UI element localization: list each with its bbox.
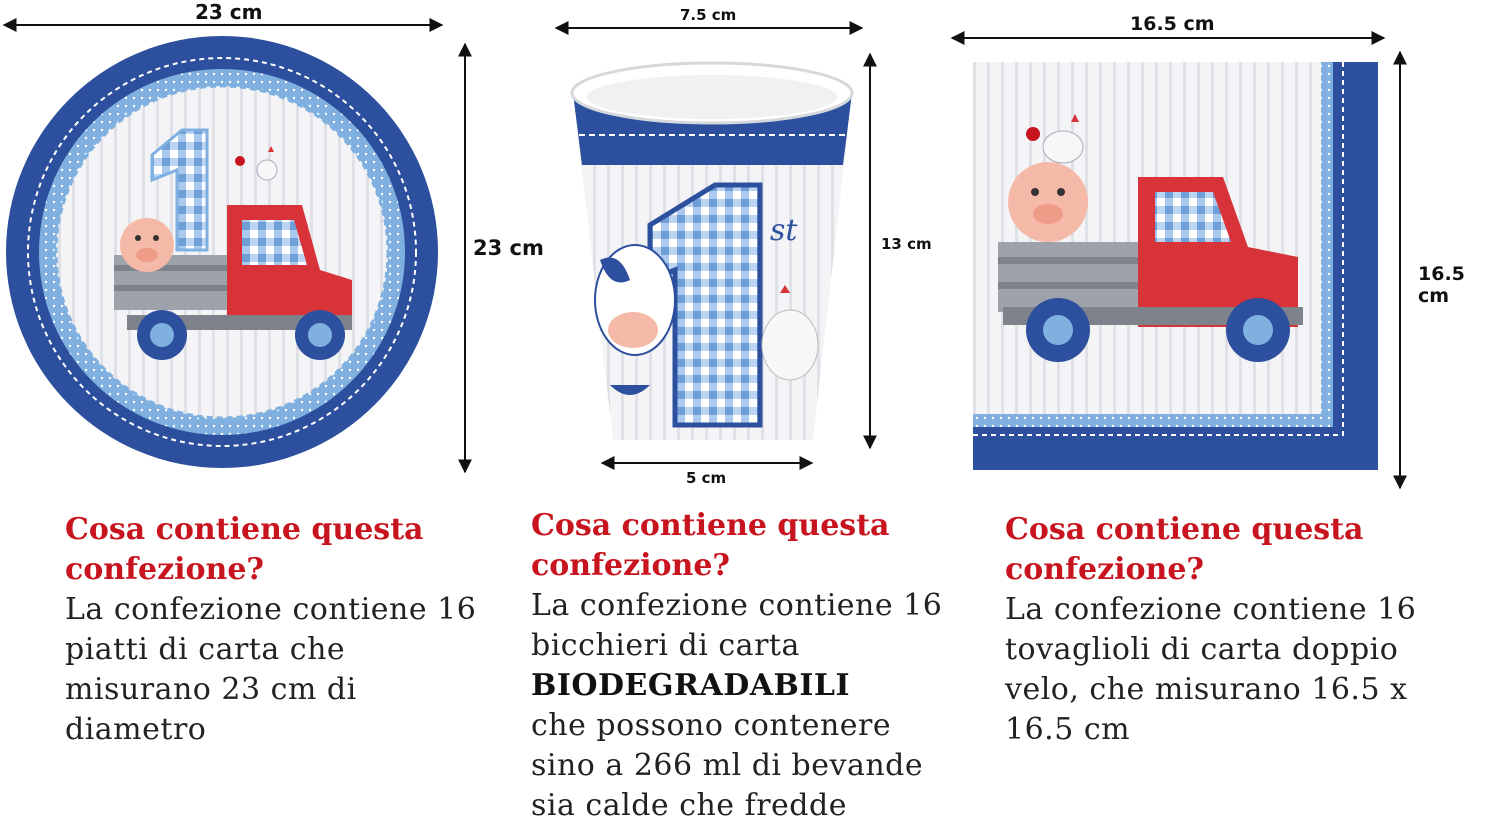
cup-body-intro: La confezione contiene 16 bicchieri di carta [531,588,943,663]
napkin-width-arrow [948,28,1388,48]
plate-height-label: 23 cm [473,236,544,260]
napkin-height-label: 16.5 cm [1418,263,1465,307]
napkin-heading: Cosa contiene questa confezione? [1005,512,1364,587]
plate-heading: Cosa contiene questa confezione? [65,512,424,587]
napkin-width-label: 16.5 cm [1130,13,1215,35]
cup-height-label: 13 cm [881,235,932,253]
plate-width-label: 23 cm [195,0,263,24]
cup-top-arrow [552,18,867,38]
napkin-body: La confezione contiene 16 tovaglioli di carta doppio velo, che misurano 16.5 x 16.5 cm [1005,592,1417,747]
cup-description [531,506,951,826]
plate-body: La confezione contiene 16 piatti di carta che misurano 23 cm di diametro [65,592,477,747]
plate-image [2,30,442,475]
cup-height-arrow [860,50,880,455]
cup-body-detail: che possono contenere sino a 266 ml di bevande sia calde che fredde [531,708,924,823]
cup-heading: Cosa contiene questa confezione? [531,508,890,583]
plate-height-arrow [455,40,475,480]
cup-body-biodegradable: BIODEGRADABILI [531,668,851,703]
napkin-description [1005,510,1425,750]
cup-bottom-label: 5 cm [686,469,727,487]
cup-image [565,55,860,450]
napkin-height-arrow [1390,48,1410,493]
plate-description [65,510,485,750]
cup-top-label: 7.5 cm [680,6,737,24]
napkin-image [973,62,1378,470]
cup-st-text: st [770,213,798,248]
